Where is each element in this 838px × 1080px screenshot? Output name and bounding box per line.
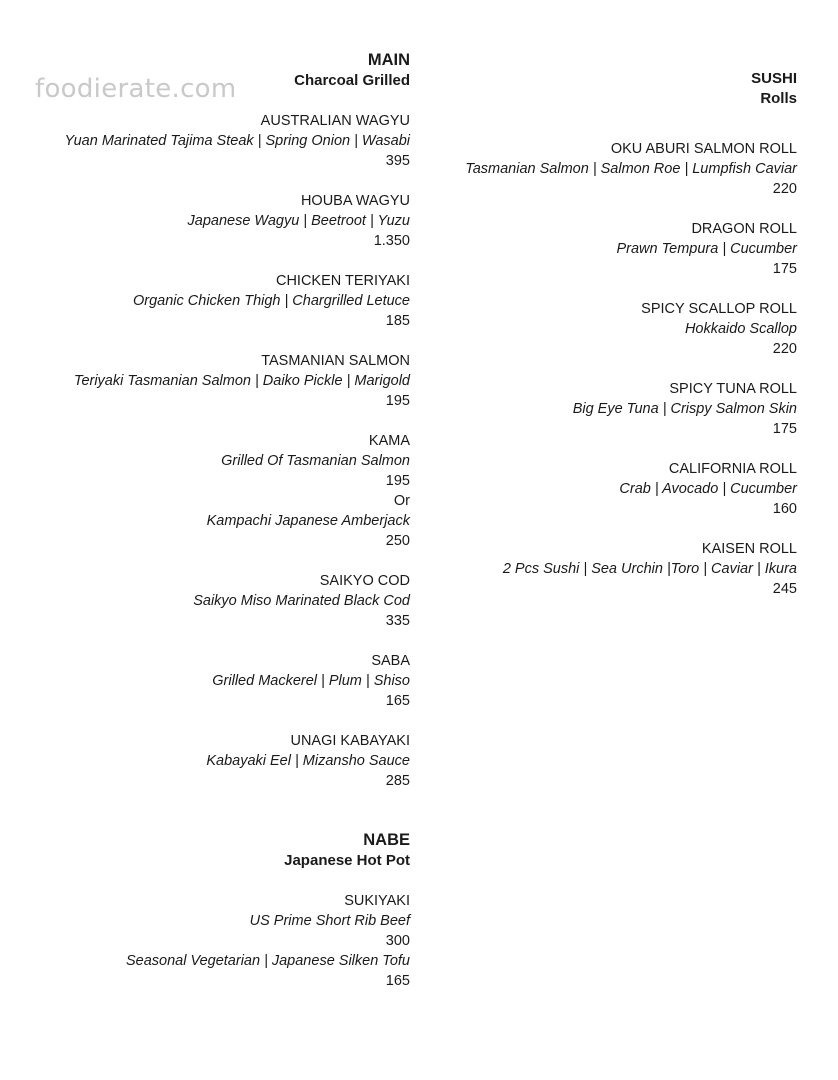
item-name: KAMA (368, 433, 410, 449)
item-price: 1.350 (373, 233, 410, 249)
item-name: SPICY TUNA ROLL (669, 381, 797, 397)
item-name: KAISEN ROLL (701, 541, 797, 557)
menu-item (397, 139, 797, 199)
item-price: 175 (772, 261, 797, 277)
item-description: Grilled Mackerel | Plum | Shiso (212, 673, 410, 689)
item-description: Hokkaido Scallop (684, 321, 797, 337)
section-subtitle-sushi: Rolls (760, 90, 797, 107)
item-description: Crab | Avocado | Cucumber (619, 481, 797, 497)
item-description: Tasmanian Salmon | Salmon Roe | Lumpfish Caviar (465, 161, 797, 177)
item-description: Organic Chicken Thigh | Chargrilled Letuce (133, 293, 410, 309)
item-price-alt: 250 (385, 533, 410, 549)
menu-item (397, 379, 797, 439)
item-name: UNAGI KABAYAKI (290, 733, 410, 749)
menu-item (397, 459, 797, 519)
item-name: AUSTRALIAN WAGYU (260, 113, 410, 129)
item-price: 300 (385, 933, 410, 949)
item-description: Japanese Wagyu | Beetroot | Yuzu (187, 213, 410, 229)
item-description: US Prime Short Rib Beef (249, 913, 410, 929)
item-price: 245 (772, 581, 797, 597)
sushi-column (397, 69, 797, 599)
item-name: HOUBA WAGYU (300, 193, 410, 209)
item-name: OKU ABURI SALMON ROLL (610, 141, 797, 157)
item-description-alt: Seasonal Vegetarian | Japanese Silken Tofu (125, 953, 410, 969)
item-description: Big Eye Tuna | Crispy Salmon Skin (572, 401, 797, 417)
or-separator: Or (393, 493, 410, 509)
section-subtitle-main: Charcoal Grilled (294, 72, 410, 89)
menu-item (10, 271, 410, 331)
watermark: foodierate.com (35, 74, 237, 104)
menu-item (10, 731, 410, 791)
section-subtitle-nabe: Japanese Hot Pot (284, 852, 410, 869)
item-description-alt: Kampachi Japanese Amberjack (206, 513, 410, 529)
section-title-sushi: SUSHI (751, 70, 797, 87)
item-price: 285 (385, 773, 410, 789)
item-price: 165 (385, 693, 410, 709)
item-price: 195 (385, 473, 410, 489)
item-description: Teriyaki Tasmanian Salmon | Daiko Pickle | Marigold (73, 373, 410, 389)
item-name: SAIKYO COD (319, 573, 410, 589)
item-name: SABA (371, 653, 410, 669)
item-price: 195 (385, 393, 410, 409)
item-name: CALIFORNIA ROLL (668, 461, 797, 477)
item-price: 160 (772, 501, 797, 517)
menu-item (397, 219, 797, 279)
menu-item-sukiyaki (10, 891, 410, 991)
item-price: 220 (772, 181, 797, 197)
item-description: Kabayaki Eel | Mizansho Sauce (206, 753, 410, 769)
section-title-main: MAIN (367, 51, 410, 69)
item-price: 335 (385, 613, 410, 629)
item-name: DRAGON ROLL (691, 221, 797, 237)
menu-item (397, 539, 797, 599)
item-price-alt: 165 (385, 973, 410, 989)
section-title-nabe: NABE (363, 831, 410, 849)
nabe-section (10, 829, 410, 991)
item-price: 395 (385, 153, 410, 169)
menu-item (397, 299, 797, 359)
item-name: SUKIYAKI (344, 893, 410, 909)
item-description: 2 Pcs Sushi | Sea Urchin |Toro | Caviar | Ikura (502, 561, 797, 577)
main-column (10, 49, 410, 991)
item-description: Prawn Tempura | Cucumber (616, 241, 797, 257)
item-name: CHICKEN TERIYAKI (275, 273, 410, 289)
item-price: 175 (772, 421, 797, 437)
item-price: 220 (772, 341, 797, 357)
item-description: Saikyo Miso Marinated Black Cod (193, 593, 410, 609)
menu-item-kama (10, 431, 410, 551)
item-price: 185 (385, 313, 410, 329)
item-name: TASMANIAN SALMON (261, 353, 410, 369)
menu-item (10, 351, 410, 411)
menu-item (10, 571, 410, 631)
menu-item (10, 191, 410, 251)
item-description: Yuan Marinated Tajima Steak | Spring Onion | Wasabi (64, 133, 410, 149)
menu-item (10, 111, 410, 171)
item-description: Grilled Of Tasmanian Salmon (221, 453, 410, 469)
menu-item (10, 651, 410, 711)
item-name: SPICY SCALLOP ROLL (641, 301, 797, 317)
